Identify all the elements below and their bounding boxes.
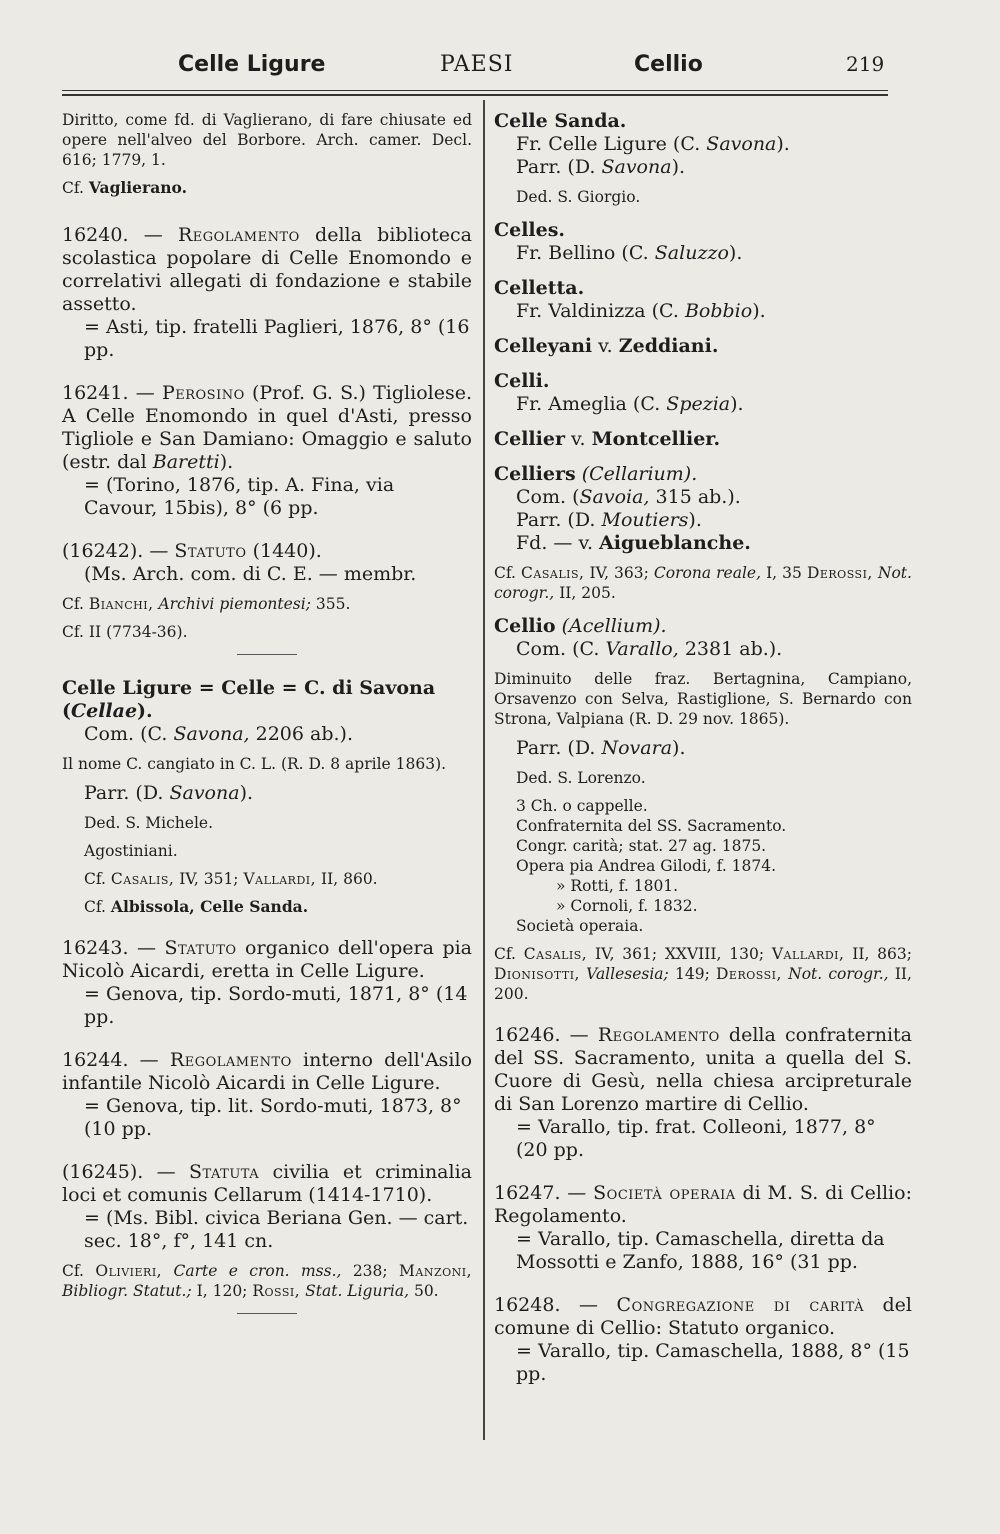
cross-reference: Cf. Bianchi, Archivi piemontesi; 355.	[62, 595, 351, 613]
entry-16244	[62, 1049, 472, 1141]
entry-celletta	[494, 277, 912, 323]
place-parish: Parr. (D. Moutiers).	[516, 509, 702, 531]
entry-16240	[62, 224, 472, 362]
place-parish: Parr. (D. Novara).	[516, 737, 686, 759]
place-heading: Celle Ligure = Celle = C. di Savona (Cellae).	[62, 677, 436, 722]
cross-reference: Cf. Vaglierano.	[62, 178, 187, 197]
entry-celliers	[494, 463, 912, 603]
entry-text: 16241. — Perosino (Prof. G. S.) Tigliolese. A Celle Enomondo in quel d'Asti, presso Tigliole e San Damiano: Omaggio e saluto (estr. dal Baretti).	[62, 382, 472, 473]
entry-manuscript: (Ms. Arch. com. di C. E. — membr.	[84, 563, 417, 585]
place-institution: » Cornoli, f. 1832.	[556, 897, 698, 915]
place-commune: Com. (C. Savona, 2206 ab.).	[84, 723, 353, 745]
place-institution: Società operaia.	[516, 917, 644, 935]
place-fraction: Fr. Celle Ligure (C. Savona).	[516, 133, 790, 155]
cross-reference: Cf. II (7734-36).	[62, 623, 188, 641]
entry-text: (16242). — Statuto (1440).	[62, 540, 322, 562]
entry-celleyani	[494, 335, 912, 358]
cross-reference: Cf. Casalis, IV, 351; Vallardi, II, 860.	[84, 870, 378, 888]
entry-vaglierano-continued	[62, 110, 472, 198]
entry-text: 16240. — Regolamento della biblioteca scolastica popolare di Celle Enomondo e correlativi allegati di fondazione e stabile assetto.	[62, 224, 472, 315]
entry-text: 16246. — Regolamento della confraternita del SS. Sacramento, unita a quella del S. Cuore di Gesù, nella chiesa arcipreturale di San Lorenzo martire di Cellio.	[494, 1024, 912, 1115]
cross-reference: Cf. Albissola, Celle Sanda.	[84, 897, 309, 916]
entry-publication: = Varallo, tip. Camaschella, 1888, 8° (15 pp.	[516, 1340, 910, 1385]
place-note: Diminuito delle fraz. Bertagnina, Campiano, Orsavenzo con Selva, Rastiglione, S. Bernardo con Strona, Valpiana (R. D. 29 nov. 1865).	[494, 670, 912, 728]
entry-16242	[62, 540, 472, 642]
place-institution: Confraternita del SS. Sacramento.	[516, 817, 787, 835]
place-commune: Com. (Savoia, 315 ab.).	[516, 486, 741, 508]
entry-text: Diritto, come fd. di Vaglierano, di fare chiusate ed opere nell'alveo del Borbore. Arch. camer. Decl. 616; 1779, 1.	[62, 111, 472, 169]
entry-16245	[62, 1161, 472, 1301]
place-heading: Celletta.	[494, 277, 585, 299]
entry-publication: = (Torino, 1876, tip. A. Fina, via Cavour, 15bis), 8° (6 pp.	[84, 474, 395, 519]
entry-16248	[494, 1294, 912, 1386]
entry-publication: = Genova, tip. Sordo-muti, 1871, 8° (14 pp.	[84, 983, 468, 1028]
place-heading: Celle Sanda.	[494, 110, 627, 132]
cross-reference: Cf. Olivieri, Carte e cron. mss., 238; Manzoni, Bibliogr. Statut.; I, 120; Rossi, Stat. Liguria, 50.	[62, 1262, 472, 1300]
entry-publication: = Genova, tip. lit. Sordo-muti, 1873, 8° (10 pp.	[84, 1095, 462, 1140]
entry-celle-sanda	[494, 110, 912, 207]
place-heading: Celliers (Cellarium).	[494, 463, 698, 485]
left-column	[62, 110, 472, 1336]
place-heading: Celleyani v. Zeddiani.	[494, 335, 719, 357]
entry-16241	[62, 382, 472, 520]
entry-text: 16247. — Società operaia di M. S. di Cellio: Regolamento.	[494, 1182, 912, 1227]
entry-16247	[494, 1182, 912, 1274]
page-number: 219	[846, 52, 885, 76]
entry-cellio	[494, 615, 912, 1004]
entry-cellier	[494, 428, 912, 451]
header-left-title: Celle Ligure	[178, 52, 326, 77]
section-divider	[237, 654, 297, 655]
place-fraction: Fr. Ameglia (C. Spezia).	[516, 393, 744, 415]
entry-text: 16244. — Regolamento interno dell'Asilo infantile Nicolò Aicardi in Celle Ligure.	[62, 1049, 473, 1094]
cross-reference: Cf. Casalis, IV, 361; XXVIII, 130; Vallardi, II, 863; Dionisotti, Vallesesia; 149; Derossi, Not. corogr., II, 200.	[494, 945, 912, 1003]
entry-publication: = Varallo, tip. frat. Colleoni, 1877, 8° (20 pp.	[516, 1116, 876, 1161]
entry-16243	[62, 937, 472, 1029]
running-header	[60, 44, 900, 84]
entry-text: (16245). — Statuta civilia et criminalia loci et comunis Cellarum (1414-1710).	[62, 1161, 472, 1206]
entry-text: 16248. — Congregazione di carità del comune di Cellio: Statuto organico.	[494, 1294, 912, 1339]
place-heading: Celles.	[494, 219, 566, 241]
place-dedication: Ded. S. Lorenzo.	[516, 769, 646, 787]
entry-celles	[494, 219, 912, 265]
place-heading: Cellio (Acellium).	[494, 615, 667, 637]
entry-publication: = Asti, tip. fratelli Paglieri, 1876, 8° (16 pp.	[84, 316, 470, 361]
entry-16246	[494, 1024, 912, 1162]
cross-reference: Cf. Casalis, IV, 363; Corona reale, I, 35 Derossi, Not. corogr., II, 205.	[494, 564, 912, 602]
header-rule-thick	[62, 94, 888, 96]
place-heading: Cellier v. Montcellier.	[494, 428, 721, 450]
place-institution: Opera pia Andrea Gilodi, f. 1874.	[516, 857, 777, 875]
place-parish: Parr. (D. Savona).	[84, 782, 254, 804]
header-section: PAESI	[440, 52, 514, 77]
place-fd: Fd. — v. Aigueblanche.	[516, 532, 751, 554]
place-institution: Congr. carità; stat. 27 ag. 1875.	[516, 837, 767, 855]
header-right-title: Cellio	[634, 52, 703, 77]
entry-celli	[494, 370, 912, 416]
header-rule-thin	[62, 90, 888, 91]
place-parish: Parr. (D. Savona).	[516, 156, 686, 178]
right-column	[494, 110, 912, 1398]
section-divider	[237, 1313, 297, 1314]
place-note: Il nome C. cangiato in C. L. (R. D. 8 aprile 1863).	[62, 755, 447, 773]
place-institution: » Rotti, f. 1801.	[556, 877, 679, 895]
place-dedication: Ded. S. Giorgio.	[516, 188, 641, 206]
entry-publication: = Varallo, tip. Camaschella, diretta da Mossotti e Zanfo, 1888, 16° (31 pp.	[516, 1228, 885, 1273]
entry-celle-ligure	[62, 677, 472, 917]
place-fraction: Fr. Bellino (C. Saluzzo).	[516, 242, 743, 264]
place-commune: Com. (C. Varallo, 2381 ab.).	[516, 638, 783, 660]
entry-text: 16243. — Statuto organico dell'opera pia Nicolò Aicardi, eretta in Celle Ligure.	[62, 937, 473, 982]
place-heading: Celli.	[494, 370, 550, 392]
place-order: Agostiniani.	[84, 842, 178, 860]
place-institution: 3 Ch. o cappelle.	[516, 797, 648, 815]
entry-manuscript: = (Ms. Bibl. civica Beriana Gen. — cart. sec. 18°, f°, 141 cn.	[84, 1207, 469, 1252]
column-divider	[483, 100, 485, 1440]
place-fraction: Fr. Valdinizza (C. Bobbio).	[516, 300, 766, 322]
place-dedication: Ded. S. Michele.	[84, 814, 214, 832]
